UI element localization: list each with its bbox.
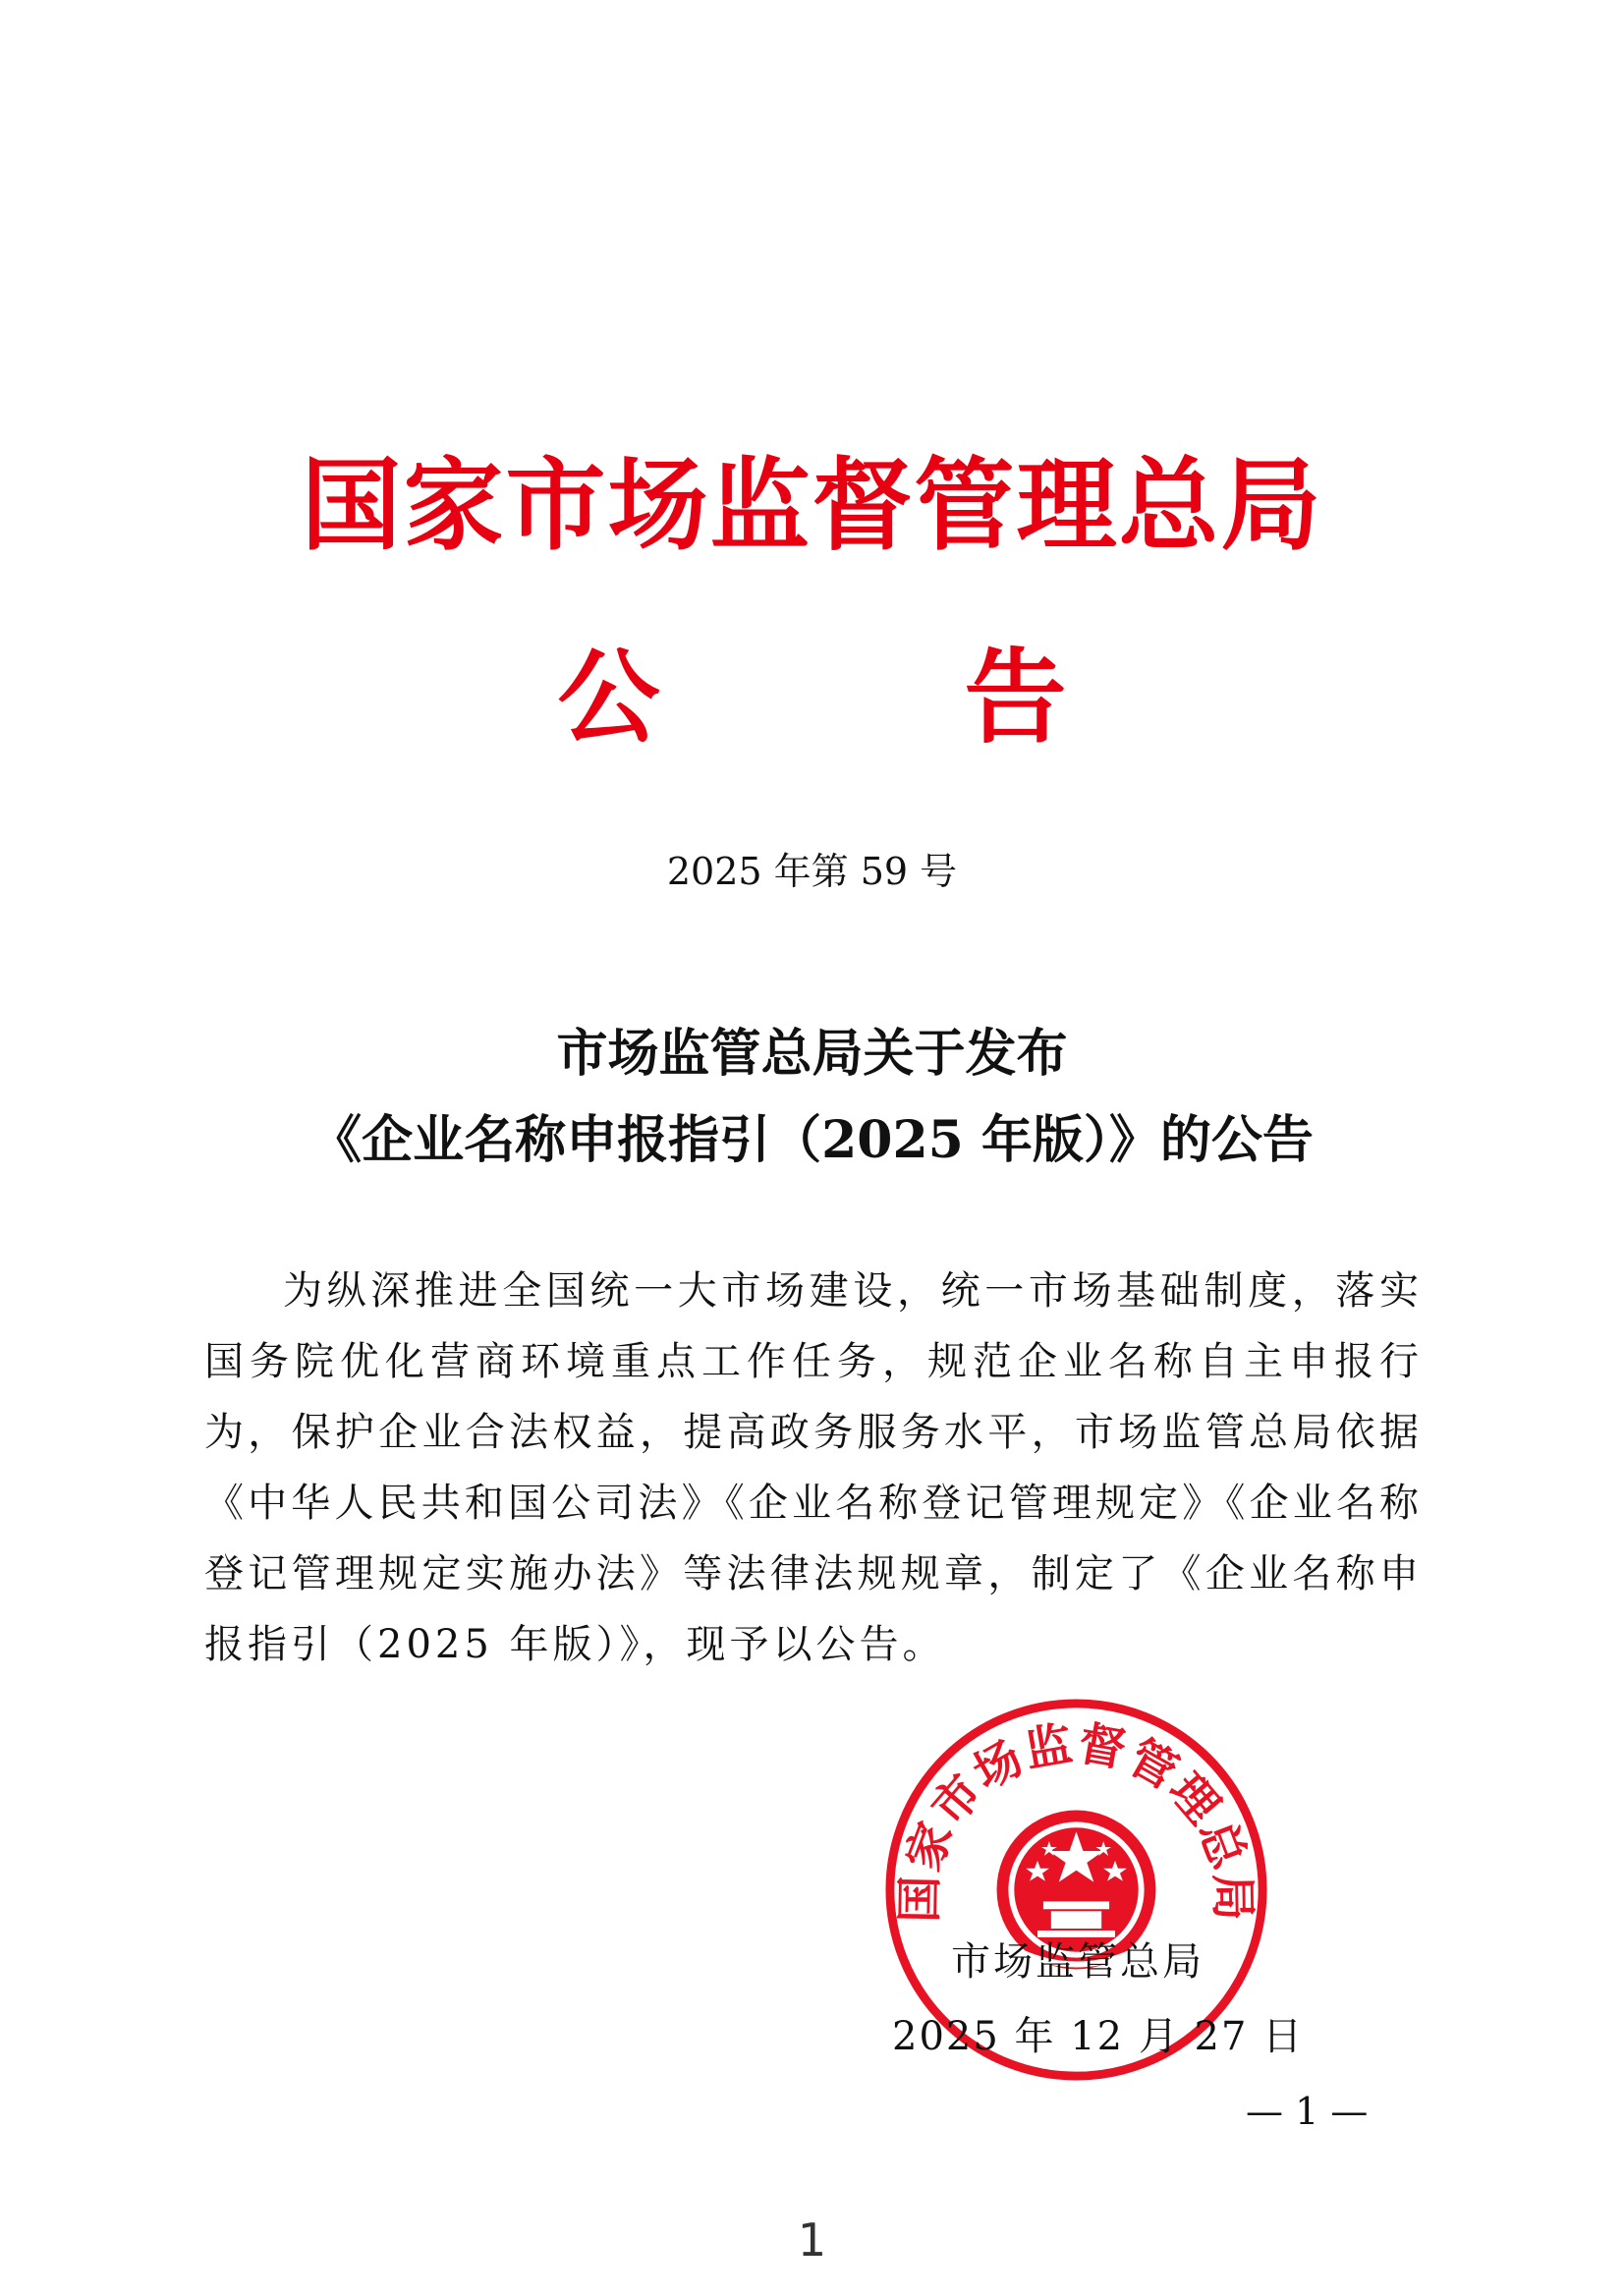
- signature-date: 2025 年 12 月 27 日: [892, 2014, 1305, 2059]
- seal-text: 国家市场监督管理总局: [891, 1715, 1261, 1924]
- notice-title-line1: 市场监管总局关于发布: [556, 1024, 1068, 1084]
- announcement-title: 公告: [557, 637, 1372, 757]
- agency-title: 国家市场监督管理总局: [301, 447, 1323, 565]
- document-number: 2025 年第 59 号: [666, 850, 958, 893]
- viewer-page-number: 1: [797, 2213, 827, 2267]
- notice-title-line2: 《企业名称申报指引（2025 年版）》的公告: [310, 1110, 1314, 1170]
- body-paragraph: 为纵深推进全国统一大市场建设，统一市场基础制度，落实国务院优化营商环境重点工作任务，规范企业名称自主申报行为，保护企业合法权益，提高政务服务水平，市场监管总局依据《中华人民共和国公司法》《企业名称登记管理规定》《企业名称登记管理规定实施办法》等法律法规规章，制定了《企业名称申报指引（2025 年版）》，现予以公告。: [204, 1268, 1423, 1667]
- signature-organization: 市场监管总局: [951, 1939, 1204, 1985]
- document-page-number: — 1 —: [1246, 2090, 1369, 2133]
- body-text: [204, 1256, 1423, 1680]
